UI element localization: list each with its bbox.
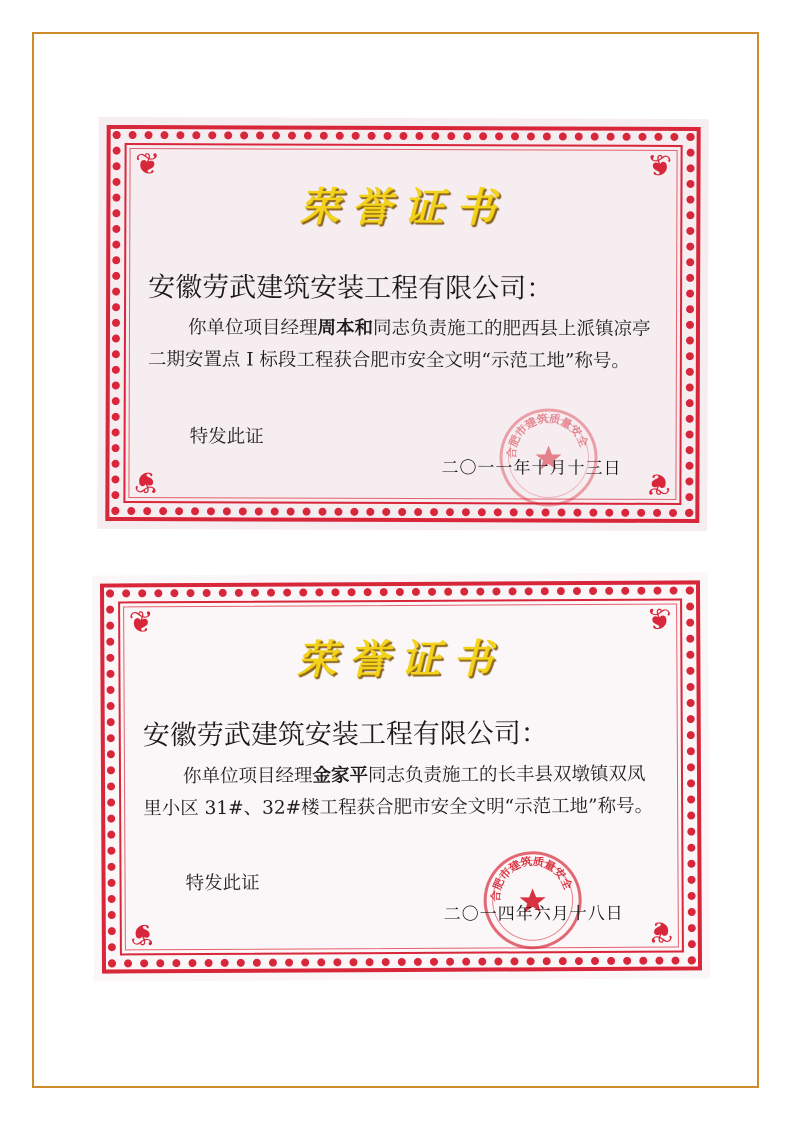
issue-statement: 特发此证 bbox=[189, 426, 264, 448]
certificate-body bbox=[148, 312, 668, 378]
certificate-title: 荣誉证书 bbox=[299, 183, 508, 232]
body-citation: 同志负责施工的肥西县上派镇凉亭二期安置点 I 标段工程获合肥市安全文明“示范工地”称号。 bbox=[147, 317, 651, 372]
corner-ornament-icon: ❦ bbox=[646, 602, 672, 638]
issue-date: 二〇一一年十月十三日 bbox=[441, 458, 622, 479]
body-intro: 你单位项目经理 bbox=[187, 317, 318, 339]
recipient-organization: 安徽劳武建筑安装工程有限公司： bbox=[148, 272, 554, 305]
seal-text: 合肥市建筑质量安全 bbox=[505, 412, 591, 459]
body-citation: 同志负责施工的长丰县双墩镇双凤里小区 31#、32#楼工程获合肥市安全文明“示范工地”称号。 bbox=[143, 763, 654, 820]
corner-ornament-icon: ❦ bbox=[646, 148, 673, 184]
certificate-body bbox=[143, 759, 663, 826]
seal-text: 合肥市建筑质量安全 bbox=[489, 854, 575, 902]
body-intro: 你单位项目经理 bbox=[182, 765, 313, 788]
corner-ornament-icon: ❦ bbox=[648, 913, 674, 949]
issue-date: 二〇一四年六月十八日 bbox=[443, 903, 624, 925]
corner-ornament-icon: ❦ bbox=[128, 605, 154, 641]
issue-statement: 特发此证 bbox=[185, 872, 260, 895]
honor-certificate-2 bbox=[92, 572, 710, 981]
corner-ornament-icon: ❦ bbox=[130, 916, 156, 952]
project-manager-name: 金家平 bbox=[312, 765, 369, 787]
project-manager-name: 周本和 bbox=[317, 317, 374, 339]
corner-ornament-icon: ❦ bbox=[134, 147, 161, 183]
certificate-title: 荣誉证书 bbox=[296, 635, 505, 684]
corner-ornament-icon: ❦ bbox=[645, 465, 672, 501]
recipient-organization: 安徽劳武建筑安装工程有限公司： bbox=[142, 718, 548, 752]
honor-certificate-1 bbox=[97, 117, 708, 531]
corner-ornament-icon: ❦ bbox=[133, 464, 160, 500]
